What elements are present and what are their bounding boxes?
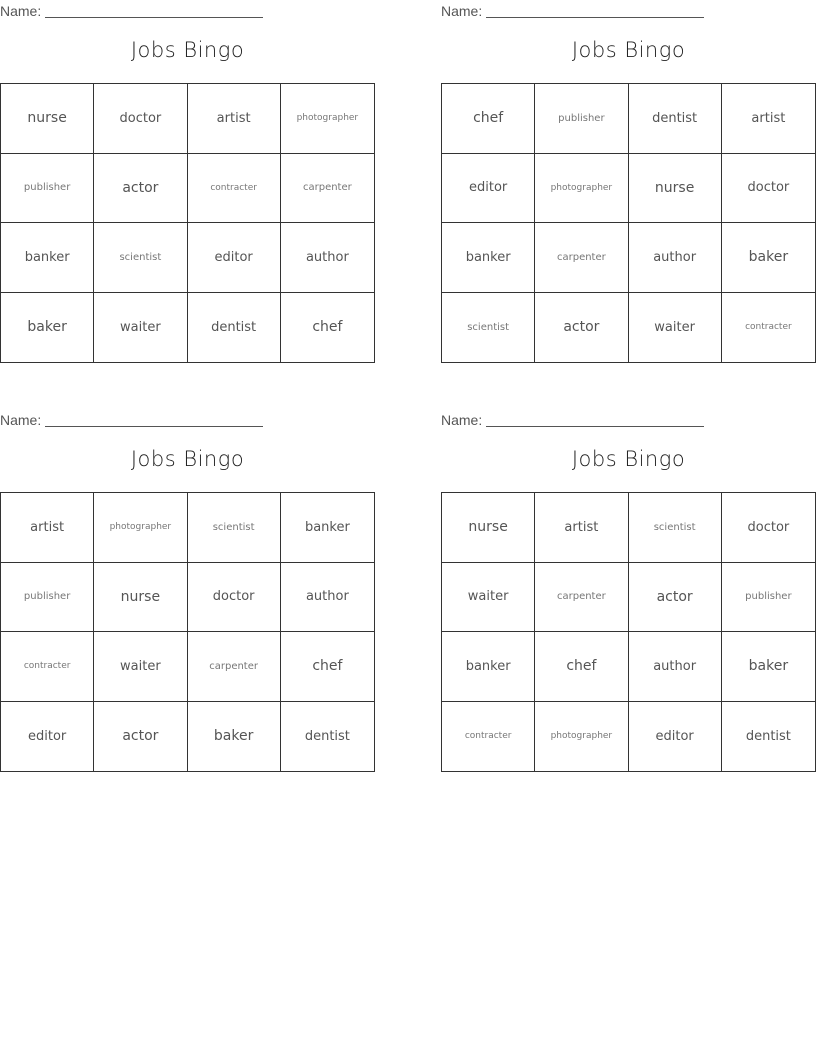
bingo-cell[interactable]: artist — [188, 84, 281, 154]
bingo-grid — [441, 492, 816, 772]
bingo-cell[interactable]: banker — [1, 223, 94, 293]
bingo-cell[interactable]: carpenter — [281, 154, 374, 224]
bingo-grid — [0, 83, 375, 363]
bingo-cell[interactable]: baker — [188, 702, 281, 772]
bingo-cell[interactable]: nurse — [1, 84, 94, 154]
bingo-cell[interactable]: photographer — [281, 84, 374, 154]
card-title: Jobs Bingo — [571, 447, 686, 471]
bingo-cell[interactable]: chef — [442, 84, 535, 154]
bingo-cell[interactable]: nurse — [442, 493, 535, 563]
bingo-cell[interactable]: chef — [535, 632, 628, 702]
card-title: Jobs Bingo — [130, 38, 245, 62]
bingo-cell[interactable]: waiter — [442, 563, 535, 633]
name-field — [441, 3, 704, 21]
bingo-cell[interactable]: chef — [281, 632, 374, 702]
bingo-cell[interactable]: dentist — [629, 84, 722, 154]
bingo-cell[interactable]: publisher — [1, 154, 94, 224]
bingo-cell[interactable]: actor — [94, 702, 187, 772]
name-label: Name: — [0, 412, 42, 428]
bingo-cell[interactable]: contracter — [188, 154, 281, 224]
bingo-cell[interactable]: baker — [722, 632, 815, 702]
bingo-cell[interactable]: artist — [722, 84, 815, 154]
bingo-cell[interactable]: editor — [442, 154, 535, 224]
bingo-cell[interactable]: doctor — [722, 493, 815, 563]
bingo-cell[interactable]: banker — [442, 223, 535, 293]
bingo-cell[interactable]: actor — [94, 154, 187, 224]
name-blank-line[interactable] — [486, 412, 704, 427]
name-field — [0, 412, 263, 430]
bingo-cell[interactable]: chef — [312, 319, 343, 336]
bingo-cell[interactable]: editor — [1, 702, 94, 772]
bingo-cell[interactable]: photographer — [535, 154, 628, 224]
bingo-cell[interactable]: contracter — [745, 322, 792, 333]
bingo-cell[interactable]: dentist — [188, 293, 281, 363]
bingo-cell[interactable]: scientist — [629, 493, 722, 563]
name-blank-line[interactable] — [45, 3, 263, 18]
bingo-cell[interactable]: artist — [535, 493, 628, 563]
bingo-cell[interactable]: publisher — [1, 563, 94, 633]
name-label: Name: — [0, 3, 42, 19]
bingo-cell[interactable]: banker — [442, 632, 535, 702]
bingo-cell[interactable]: waiter — [94, 293, 187, 363]
bingo-cell[interactable]: scientist — [442, 293, 535, 363]
bingo-cell[interactable]: author — [629, 223, 722, 293]
bingo-cell[interactable]: carpenter — [535, 223, 628, 293]
name-blank-line[interactable] — [486, 3, 704, 18]
bingo-cell[interactable]: actor — [629, 563, 722, 633]
bingo-cell[interactable]: photographer — [535, 702, 628, 772]
bingo-cell[interactable]: scientist — [94, 223, 187, 293]
bingo-grid — [441, 83, 816, 363]
bingo-cell[interactable]: carpenter — [188, 632, 281, 702]
bingo-cell[interactable]: editor — [188, 223, 281, 293]
bingo-cell[interactable]: actor — [535, 293, 628, 363]
bingo-cell[interactable]: author — [281, 223, 374, 293]
name-label: Name: — [441, 412, 483, 428]
bingo-cell[interactable]: waiter — [94, 632, 187, 702]
bingo-cell[interactable]: dentist — [304, 728, 350, 744]
bingo-cell[interactable]: author — [281, 563, 374, 633]
bingo-cell[interactable]: publisher — [722, 563, 815, 633]
bingo-grid — [0, 492, 375, 772]
bingo-cell[interactable]: scientist — [188, 493, 281, 563]
bingo-cell[interactable]: banker — [281, 493, 374, 563]
bingo-cell[interactable]: publisher — [535, 84, 628, 154]
bingo-cell[interactable]: baker — [722, 223, 815, 293]
bingo-cell[interactable]: contracter — [1, 632, 94, 702]
bingo-cell[interactable]: editor — [629, 702, 722, 772]
bingo-cell[interactable]: doctor — [188, 563, 281, 633]
bingo-cell[interactable]: artist — [1, 493, 94, 563]
name-field — [441, 412, 704, 430]
bingo-cell[interactable]: nurse — [94, 563, 187, 633]
bingo-cell[interactable]: nurse — [629, 154, 722, 224]
bingo-cell[interactable]: doctor — [722, 154, 815, 224]
bingo-cell[interactable]: contracter — [442, 702, 535, 772]
bingo-cell[interactable]: author — [629, 632, 722, 702]
card-title: Jobs Bingo — [130, 447, 245, 471]
bingo-cell[interactable]: waiter — [629, 293, 722, 363]
bingo-cell[interactable]: photographer — [94, 493, 187, 563]
bingo-cell[interactable]: dentist — [745, 728, 791, 744]
bingo-cell[interactable]: doctor — [94, 84, 187, 154]
bingo-cell[interactable]: baker — [1, 293, 94, 363]
bingo-cell[interactable]: carpenter — [535, 563, 628, 633]
name-label: Name: — [441, 3, 483, 19]
card-title: Jobs Bingo — [571, 38, 686, 62]
name-blank-line[interactable] — [45, 412, 263, 427]
name-field — [0, 3, 263, 21]
